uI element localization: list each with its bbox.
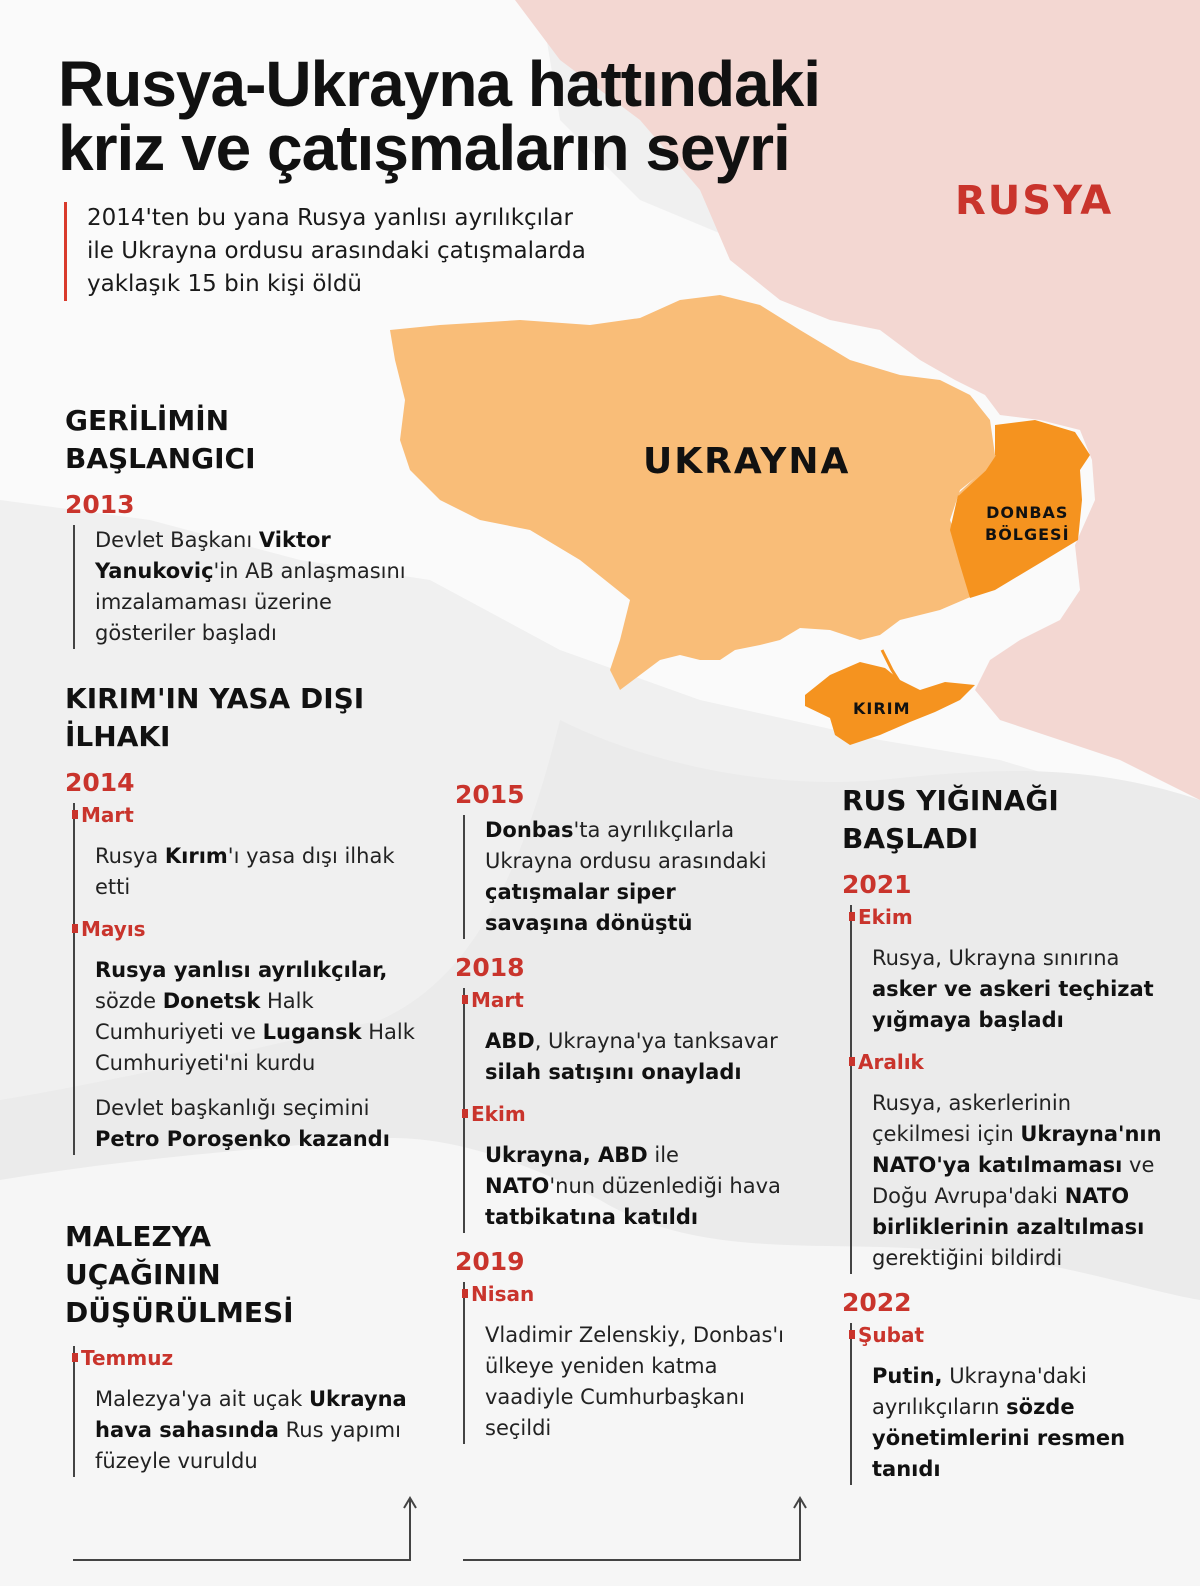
timeline-entry: Rusya Kırım'ı yasa dışı ilhak etti xyxy=(95,844,395,899)
timeline xyxy=(73,803,425,1155)
donbas-label xyxy=(985,502,1070,546)
month-label: Mayıs xyxy=(81,917,425,941)
timeline-entry: Ukrayna, ABD ile NATO'nun düzenlediği hava tatbikatına katıldı xyxy=(485,1143,781,1229)
timeline xyxy=(850,1323,1172,1485)
year-label: 2022 xyxy=(842,1288,912,1317)
section-malaysia xyxy=(65,1218,415,1491)
year-label: 2019 xyxy=(455,1247,525,1276)
section-heading xyxy=(65,402,415,478)
year-label: 2015 xyxy=(455,780,525,809)
section-crimea xyxy=(65,680,425,1169)
month-label: Mart xyxy=(81,803,425,827)
timeline-entry: Malezya'ya ait uçak Ukrayna hava sahasında Rus yapımı füzeyle vuruldu xyxy=(95,1387,407,1473)
year-label: 2013 xyxy=(65,490,135,519)
heading-line: İLHAKI xyxy=(65,720,171,753)
donbas-label-line2: BÖLGESİ xyxy=(985,525,1070,544)
month-label: Ekim xyxy=(858,905,1172,929)
heading-line: UÇAĞININ xyxy=(65,1258,221,1291)
heading-line: GERİLİMİN xyxy=(65,404,230,437)
timeline-entry: Devlet Başkanı Viktor Yanukoviç'in AB anlaşmasını imzalamaması üzerine gösteriler başladı xyxy=(95,528,406,645)
year-label: 2014 xyxy=(65,768,135,797)
ukraine-label: UKRAYNA xyxy=(643,441,851,482)
month-label: Mart xyxy=(471,988,785,1012)
month-label: Temmuz xyxy=(81,1346,415,1370)
heading-line: BAŞLANGICI xyxy=(65,442,256,475)
timeline xyxy=(463,815,785,939)
timeline-entry: Donbas'ta ayrılıkçılarla Ukrayna ordusu arasındaki çatışmalar siper savaşına dönüştü xyxy=(485,818,767,935)
year-label: 2018 xyxy=(455,953,525,982)
heading-line: RUS YIĞINAĞI xyxy=(842,784,1059,817)
month-label: Ekim xyxy=(471,1102,785,1126)
timeline xyxy=(463,1282,785,1444)
heading-line: KIRIM'IN YASA DIŞI xyxy=(65,682,365,715)
donbas-label-line1: DONBAS xyxy=(986,503,1069,522)
timeline-entry: Vladimir Zelenskiy, Donbas'ı ülkeye yeniden katma vaadiyle Cumhurbaşkanı seçildi xyxy=(485,1323,784,1440)
section-heading xyxy=(842,782,1172,858)
crimea-label: KIRIM xyxy=(853,699,911,718)
timeline xyxy=(73,525,415,649)
section-middle xyxy=(455,780,785,1458)
timeline-entry: Rusya, askerlerinin çekilmesi için Ukrayna'nın NATO'ya katılmaması ve Doğu Avrupa'daki NATO birliklerinin azaltılması gerektiğini bildirdi xyxy=(872,1091,1162,1270)
month-label: Şubat xyxy=(858,1323,1172,1347)
subtitle-line1: 2014'ten bu yana Rusya yanlısı ayrılıkçılar xyxy=(87,205,573,231)
section-tension xyxy=(65,402,415,663)
russia-label: RUSYA xyxy=(955,178,1114,224)
timeline-entry: Rusya yanlısı ayrılıkçılar, sözde Donetsk Halk Cumhuriyeti ve Lugansk Halk Cumhuriyeti'ni kurdu xyxy=(95,958,415,1075)
timeline xyxy=(463,988,785,1233)
section-heading xyxy=(65,1218,415,1332)
page-subtitle xyxy=(64,202,707,301)
heading-line: BAŞLADI xyxy=(842,822,979,855)
section-heading xyxy=(65,680,425,756)
timeline-entry: Devlet başkanlığı seçimini Petro Poroşenko kazandı xyxy=(95,1096,390,1151)
timeline xyxy=(73,1346,415,1477)
timeline-entry: Rusya, Ukrayna sınırına asker ve askeri teçhizat yığmaya başladı xyxy=(872,946,1154,1032)
section-buildup xyxy=(842,782,1172,1499)
month-label: Aralık xyxy=(858,1050,1172,1074)
page-title xyxy=(58,48,938,184)
title-line1: Rusya-Ukrayna hattındaki xyxy=(58,48,821,120)
month-label: Nisan xyxy=(471,1282,785,1306)
heading-line: MALEZYA xyxy=(65,1220,212,1253)
timeline xyxy=(850,905,1172,1274)
timeline-entry: ABD, Ukrayna'ya tanksavar silah satışını onayladı xyxy=(485,1029,778,1084)
subtitle-line2: ile Ukrayna ordusu arasındaki çatışmalarda xyxy=(87,238,586,264)
timeline-entry: Putin, Ukrayna'daki ayrılıkçıların sözde yönetimlerini resmen tanıdı xyxy=(872,1364,1126,1481)
heading-line: DÜŞÜRÜLMESİ xyxy=(65,1296,294,1329)
subtitle-line3: yaklaşık 15 bin kişi öldü xyxy=(87,271,363,297)
title-line2: kriz ve çatışmaların seyri xyxy=(58,112,790,184)
year-label: 2021 xyxy=(842,870,912,899)
